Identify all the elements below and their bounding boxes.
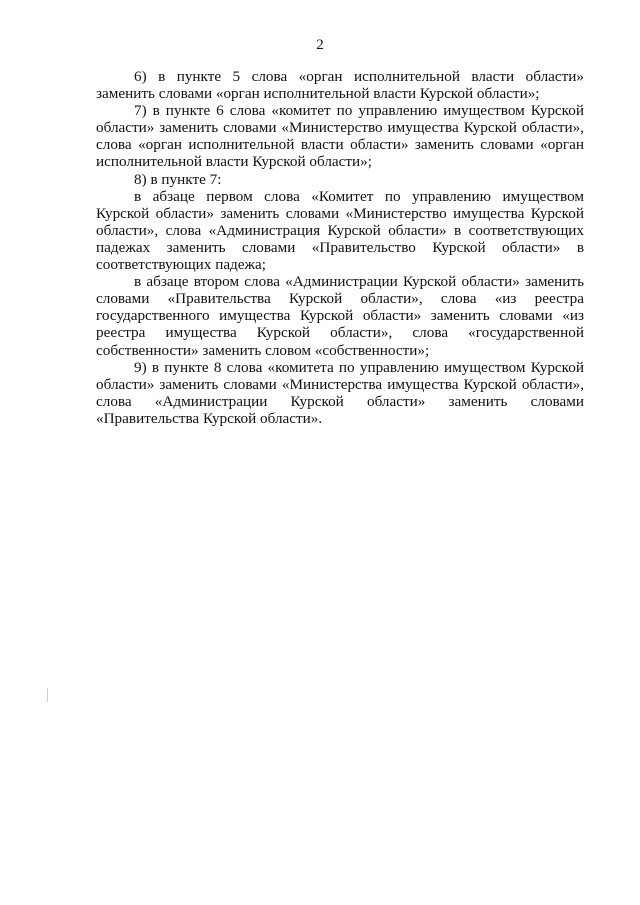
paragraph-item-8-abzac-2: в абзаце втором слова «Администрации Курской области» заменить словами «Правительства Курской области», слова «из реестра государственного имущества Курской области» заменить словами «из реестра имущества Курской области», слова «государственной собственности» заменить словом «собственности»;	[96, 273, 584, 359]
paragraph-item-6: 6) в пункте 5 слова «орган исполнительной власти области» заменить словами «орган исполнительной власти Курской области»;	[96, 68, 584, 103]
page-number: 2	[316, 37, 324, 53]
paragraph-item-8-abzac-1: в абзаце первом слова «Комитет по управлению имуществом Курской области» заменить словами «Министерство имущества Курской области», слова «Администрация Курской области» в соответствующих падежах заменить словами «Правительство Курской области» в соответствующих падежа;	[96, 187, 584, 274]
paragraph-item-9: 9) в пункте 8 слова «комитета по управлению имуществом Курской области» заменить словами «Министерства имущества Курской области», слова «Администрации Курской области» заменить словами «Правительства Курской области».	[96, 358, 584, 427]
paragraph-item-8: 8) в пункте 7:	[134, 170, 222, 188]
scan-margin-mark	[47, 688, 48, 702]
paragraph-item-7: 7) в пункте 6 слова «комитет по управлению имуществом Курской области» заменить словами «Министерство имущества Курской области», слова «орган исполнительной власти области» заменить словами «орган исполнительной власти Курской области»;	[96, 102, 584, 171]
document-body	[96, 68, 584, 427]
